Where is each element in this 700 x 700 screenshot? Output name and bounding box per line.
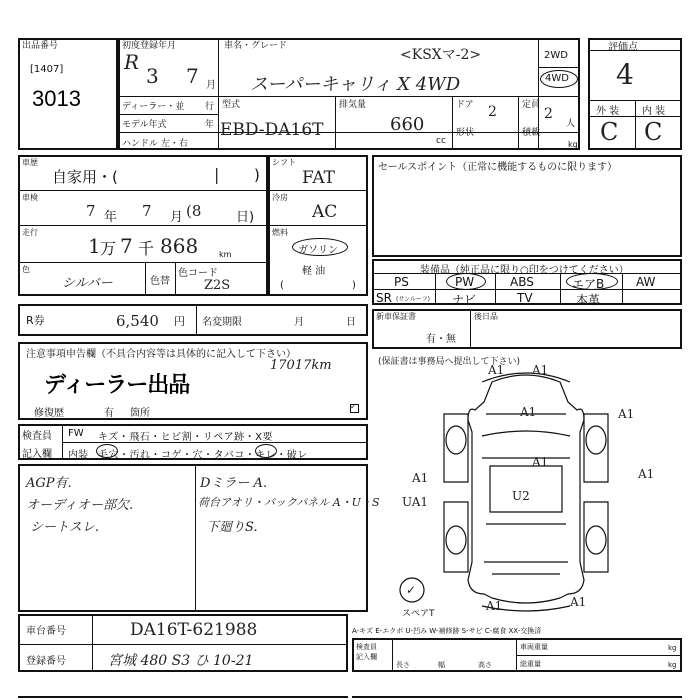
warranty-box	[372, 309, 682, 349]
mark-a1-front-left: A1	[488, 363, 505, 377]
interior-items: 毛穴・汚れ・コゲ・穴・タバコ・キレ・破レ	[98, 450, 308, 461]
ac-value: AC	[312, 202, 338, 222]
inspection-label: 車検	[22, 193, 38, 202]
legend-weight-unit: kg	[668, 644, 677, 652]
dealer-stamp: ディーラー出品	[44, 372, 190, 397]
legend-length: 長さ	[396, 661, 410, 669]
warranty-value: 有・無	[426, 334, 456, 345]
name-change-day: 日	[346, 317, 356, 328]
equip-abs: ABS	[510, 275, 534, 289]
mileage-man: 万	[100, 239, 117, 258]
reg-label: 登録番号	[26, 656, 66, 667]
lot-code: [1407]	[30, 64, 64, 75]
equip-pw: PW	[455, 275, 475, 289]
fuel-label: 燃料	[272, 228, 288, 237]
color-code-label: 色コード	[178, 268, 218, 279]
recycle-value: 6,540	[116, 312, 159, 330]
spare-check: ✓	[406, 583, 417, 597]
recycle-label: R券	[26, 314, 45, 327]
repair-label: 修復歴	[34, 408, 64, 419]
equip-leather: 本革	[576, 293, 601, 307]
inspector-label-2: 記入欄	[22, 449, 52, 460]
grade-label: 評価点	[608, 42, 638, 53]
reg-value: 宮城 480 S3 ひ 10-21	[108, 653, 254, 669]
first-reg-year: 3	[146, 64, 159, 88]
usage-value: 自家用・(	[52, 168, 118, 186]
equipment-title: 装備品（純正品に限り○印をつけてください）	[420, 265, 629, 276]
note-left-3: シートスレ.	[30, 520, 100, 535]
load-unit: kg	[568, 140, 578, 149]
legend-weight: 車両重量	[520, 643, 548, 651]
equip-ps: PS	[394, 275, 409, 289]
note-left-1: AGP有.	[26, 476, 72, 491]
mileage-value-c: 868	[160, 234, 199, 258]
inspection-year: 7	[86, 202, 96, 220]
interior-mark-circle	[96, 444, 118, 458]
mark-a1-rear-right: A1	[570, 595, 587, 609]
fw-prefix: FW	[68, 428, 84, 439]
name-change-month: 月	[294, 317, 304, 328]
inspector-label-1: 検査員	[22, 431, 52, 442]
diagram-caption: (保証書は事務局へ提出して下さい)	[378, 357, 521, 367]
exterior-value: C	[600, 118, 619, 146]
mark-a1-rear-left: A1	[486, 599, 503, 613]
interior-value: C	[644, 118, 663, 146]
fuel-paren-open: (	[280, 280, 284, 291]
load-label: 積載	[522, 128, 541, 138]
equip-aw: AW	[636, 275, 656, 289]
first-reg-era: R	[124, 50, 140, 74]
interior-mark-circle-2	[255, 444, 277, 458]
mark-a1-left-door: A1	[412, 471, 429, 485]
note-right-3: 下廻りS.	[206, 520, 258, 535]
mark-a1-bed: A1	[532, 455, 549, 469]
fuel-light-oil: 軽 油	[302, 266, 326, 277]
lot-number: 3013	[32, 86, 81, 111]
grade-value: 4	[616, 58, 634, 91]
first-reg-label: 初度登録年月	[122, 41, 177, 51]
recycle-unit: 円	[174, 315, 185, 328]
repair-flag: ✓	[350, 402, 357, 411]
model-type-label: 型式	[222, 100, 241, 110]
model-year-label: モデル年式	[122, 120, 167, 130]
notes-mileage: 17017km	[270, 358, 332, 373]
interior-prefix: 内装	[68, 450, 88, 461]
chassis-label: 車台番号	[26, 626, 66, 637]
mileage-label: 走行	[22, 228, 38, 237]
mark-a1-right-front: A1	[618, 407, 635, 421]
mark-u2-bed: U2	[512, 489, 530, 503]
color-code-value: Z2S	[204, 278, 231, 293]
exterior-label: 外 装	[596, 106, 620, 117]
bottom-rule-left	[18, 696, 348, 698]
car-diagram	[372, 362, 682, 620]
legend-row2-label: 検査員 記入欄	[356, 643, 377, 661]
first-reg-month: 7	[186, 64, 199, 88]
inspection-day-unit: 日)	[236, 210, 255, 225]
mark-a1-right-door: A1	[638, 467, 655, 481]
ac-label: 冷房	[272, 193, 288, 202]
drive-4wd: 4WD	[545, 73, 569, 84]
model-year-mark: 年	[205, 120, 215, 130]
usage-close: )	[254, 166, 260, 184]
mark-ua1-left: UA1	[402, 495, 429, 509]
note-left-2: オーディオー部欠.	[26, 498, 134, 513]
fuel-paren-close: )	[352, 280, 356, 291]
dealer-mark: 行	[205, 102, 215, 112]
equip-sr-note: (サンルーフ)	[396, 296, 430, 303]
fw-items: キズ・飛石・ヒビ割・リペア跡・X要	[98, 432, 273, 443]
equip-tv: TV	[517, 291, 533, 305]
warranty-label: 新車保証書	[376, 312, 416, 321]
model-name: スーパーキャリィ X 4WD	[250, 74, 461, 95]
inspection-day: (8	[186, 202, 202, 220]
model-grade-label: 車名・グレード	[224, 41, 288, 51]
capacity-label: 定員	[522, 100, 541, 110]
repair-value: 有	[104, 408, 114, 419]
note-right-2: 荷台アオリ・バックパネル A・U・S	[198, 496, 380, 509]
model-type-value: EBD-DA16T	[220, 120, 324, 140]
door-label: ドア	[456, 100, 474, 110]
legend-width: 幅	[438, 661, 445, 669]
shape-label: 形状	[456, 128, 475, 138]
equip-navi: ナビ	[452, 293, 477, 307]
color-value: シルバー	[62, 276, 113, 291]
dealer-label: ディーラー・並	[122, 102, 185, 112]
capacity-value: 2	[544, 106, 553, 122]
mark-a1-front-right: A1	[532, 363, 549, 377]
notes-title: 注意事項申告欄（不具合内容等は具体的に記入して下さい）	[26, 349, 296, 360]
legend-total: 総重量	[520, 660, 541, 668]
lot-label: 出品番号	[22, 41, 59, 51]
handle-label: ハンドル 左・右	[122, 139, 188, 149]
usage-label: 車歴	[22, 158, 38, 167]
chassis-value: DA16T-621988	[130, 620, 258, 640]
mileage-unit: km	[219, 250, 232, 259]
capacity-unit: 人	[566, 119, 576, 129]
mark-a1-hood: A1	[520, 405, 537, 419]
repair-place: 箇所	[130, 408, 150, 419]
shift-value: FAT	[302, 168, 336, 188]
equip-airbag: エアB	[572, 277, 605, 291]
shift-label: シフト	[272, 158, 296, 167]
fuel-gas: ガソリン	[298, 245, 338, 256]
after-label: 後日品	[474, 312, 498, 321]
displacement-label: 排気量	[339, 100, 367, 110]
legend-row1: A-キズ E-エクボ U-凹み W-補修跡 S-サビ C-腐食 XX-交換済	[352, 627, 542, 635]
first-reg-month-unit: 月	[206, 80, 216, 91]
bottom-rule-right	[352, 696, 682, 698]
name-change-label: 名変期限	[202, 317, 242, 328]
door-value: 2	[488, 104, 497, 120]
color-no-label: 色替	[150, 276, 170, 287]
usage-mark: |	[214, 165, 220, 184]
selling-points-title: セールスポイント（正常に機能するものに限ります）	[378, 162, 618, 173]
drive-2wd: 2WD	[544, 50, 568, 61]
note-right-1: Dミラー A.	[200, 476, 268, 491]
mileage-value-b: 7	[120, 234, 133, 258]
inspection-year-unit: 年	[104, 210, 118, 225]
spare-label: スペアT	[402, 609, 435, 619]
model-grade-note: <KSXマ-2>	[400, 47, 482, 63]
recycle-box	[18, 304, 368, 336]
inspection-month-unit: 月	[170, 210, 184, 225]
displacement-unit: cc	[436, 136, 446, 146]
mileage-sen: 千	[138, 239, 155, 258]
mileage-value-a: 1	[88, 234, 101, 258]
interior-label: 内 装	[642, 106, 666, 117]
color-label: 色	[22, 265, 30, 274]
equip-sr: SR	[376, 291, 392, 305]
legend-height: 高さ	[478, 661, 492, 669]
legend-total-unit: kg	[668, 661, 677, 669]
displacement-value: 660	[390, 114, 425, 135]
inspection-month: 7	[142, 202, 152, 220]
